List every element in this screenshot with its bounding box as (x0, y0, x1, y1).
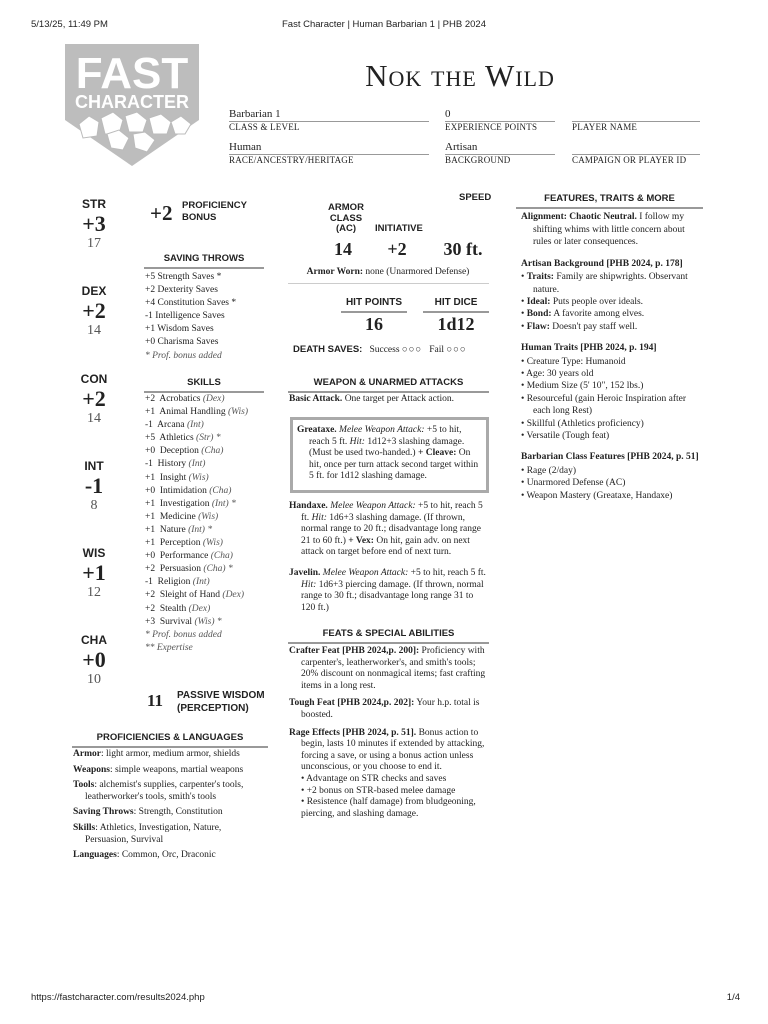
armor-class-value: 14 (334, 239, 352, 259)
skills-header: SKILLS (144, 377, 264, 393)
alignment: Alignment: Chaotic Neutral. I follow my shifting whims with little concern about rules or later consequences. (521, 212, 685, 248)
ability-modifier: +1 (82, 559, 106, 585)
human-trait-item: • Skillful (Athletics proficiency) (521, 418, 644, 429)
print-title: Fast Character | Human Barbarian 1 | PHB 2024 (281, 19, 486, 30)
print-url[interactable]: https://fastcharacter.com/results2024.php (31, 992, 205, 1003)
skill-item: +1 Medicine (Wis) (145, 511, 219, 522)
saving-throw-item: +5 Strength Saves * (145, 272, 222, 282)
ability-name: WIS (82, 546, 106, 560)
class-level-label: CLASS & LEVEL (229, 122, 300, 132)
features-header: FEATURES, TRAITS & MORE (516, 193, 703, 209)
human-trait-item: • Resourceful (gain Heroic Inspiration after each long Rest) (521, 393, 687, 417)
speed-value: 30 ft. (443, 239, 483, 259)
proficiencies-list: Armor: light armor, medium armor, shields Weapons: simple weapons, martial weapons Tools: alchemist's supplies, carpenter's tools, leatherworker's tools, smith's tools Saving Throws: Strength, Constitution Skills: Athletics, Investigation, Nature, Persuasion, Survival Languages: Common, Orc, Draconic (73, 749, 244, 861)
skill-item: +5 Athletics (Str) * (145, 433, 221, 444)
saving-throw-item: +4 Constitution Saves * (145, 298, 237, 309)
ability-modifier: -1 (84, 472, 104, 498)
tough-feat: Tough Feat [PHB 2024,p. 202]: Your h.p. total is boosted. (289, 698, 480, 720)
background-title: Artisan Background [PHB 2024, p. 178] (521, 258, 683, 269)
basic-attack: Basic Attack. One target per Attack action. (289, 394, 454, 404)
rage-effects: Rage Effects [PHB 2024, p. 51]. Bonus action to begin, lasts 10 minutes if extended by attacking, forcing a save, or using a bonus action unless unconscious, or you choose to end it. (289, 727, 485, 773)
speed-label: SPEED (459, 192, 492, 203)
hit-points-label: HIT POINTS (341, 296, 407, 313)
character-name: Nok the Wild (365, 58, 555, 93)
skill-item: +2 Persuasion (Cha) * (145, 564, 233, 575)
bond-item: • Bond: A favorite among elves. (521, 309, 645, 320)
saving-throw-item: +2 Dexterity Saves (145, 285, 218, 296)
svg-text:FAST: FAST (75, 49, 189, 98)
greataxe-attack: Greataxe. Melee Weapon Attack: +5 to hit, reach 5 ft. Hit: 1d12+3 slashing damage. (Must be used two-handed.) + Cleave: On hit, once per turn attack second target within 5 ft. for 1d12 slashing damage. (290, 417, 489, 493)
skill-item: +1 Insight (Wis) (145, 472, 209, 483)
saving-throws-header: SAVING THROWS (144, 253, 264, 269)
armor-worn: Armor Worn: none (Unarmored Defense) (306, 267, 470, 277)
ability-score: 17 (87, 235, 101, 251)
saving-throw-item: -1 Intelligence Saves (145, 311, 225, 322)
ability-score: 14 (87, 322, 101, 338)
fast-character-logo (63, 42, 201, 168)
race-label: RACE/ANCESTRY/HERITAGE (229, 155, 354, 165)
ability-score: 8 (90, 497, 98, 513)
skill-item: +2 Acrobatics (Dex) (145, 394, 225, 404)
skill-item: -1 Religion (Int) (145, 577, 210, 588)
ability-str (72, 197, 116, 253)
feats-header: FEATS & SPECIAL ABILITIES (288, 628, 489, 644)
skill-item: +2 Sleight of Hand (Dex) (145, 590, 245, 601)
human-traits-title: Human Traits [PHB 2024, p. 194] (521, 343, 657, 354)
class-level-value: Barbarian 1 (229, 108, 281, 120)
rage-bullet: • Resistence (half damage) from bludgeoning, piercing, and slashing damage. (301, 797, 476, 819)
skill-item: -1 History (Int) (145, 459, 206, 470)
background-label: BACKGROUND (445, 155, 511, 165)
ability-modifier: +2 (82, 297, 106, 323)
skill-item: +1 Nature (Int) * (145, 524, 213, 535)
saving-throw-item: +1 Wisdom Saves (145, 324, 214, 335)
proficiency-bonus-label: PROFICIENCY BONUS (182, 200, 247, 223)
handaxe-attack: Handaxe. Melee Weapon Attack: +5 to hit, reach 5 ft. Hit: 1d6+3 slashing damage. (If thrown, normal range to 20 ft.; disadvantage long range 21 to 60 ft.) + Vex: On hit, gain adv. on next attack on target before end of next turn. (289, 501, 483, 558)
skills-note: ** Expertise (145, 642, 193, 653)
ideal-item: • Ideal: Puts people over ideals. (521, 297, 644, 307)
svg-text:CHARACTER: CHARACTER (75, 92, 189, 112)
class-features-list (521, 465, 703, 502)
skill-item: +3 Survival (Wis) * (145, 616, 222, 627)
ability-score: 12 (87, 584, 101, 600)
javelin-attack: Javelin. Melee Weapon Attack: +5 to hit, reach 5 ft. Hit: 1d6+3 piercing damage. (If thrown, normal range to 30 ft.; disadvantage long range 31 to 120 ft.) (289, 568, 486, 613)
class-feature-item: • Unarmored Defense (AC) (521, 478, 626, 489)
ability-wis (72, 546, 116, 602)
class-feature-item: • Weapon Mastery (Greataxe, Handaxe) (521, 490, 673, 501)
skill-item: +0 Performance (Cha) (145, 551, 233, 562)
class-features-title: Barbarian Class Features [PHB 2024, p. 51] (521, 452, 699, 463)
hit-dice-value: 1d12 (437, 314, 475, 334)
initiative-label: INITIATIVE (375, 223, 423, 234)
ability-dex (72, 284, 116, 340)
ability-name: DEX (81, 284, 107, 298)
death-save-success-checkboxes[interactable]: ○○○ (401, 345, 423, 355)
skills-list (145, 393, 248, 655)
crafter-feat: Crafter Feat [PHB 2024,p. 200]: Proficiency with carpenter's, leatherworker's, and smith's tools; 20% discount on nonmagical items; fast crafting items in a long rest. (289, 646, 486, 691)
background-value: Artisan (445, 141, 478, 153)
feats-list (289, 646, 489, 820)
features-list (521, 211, 703, 502)
skill-item: +1 Investigation (Int) * (145, 498, 236, 509)
player-name-label: PLAYER NAME (572, 122, 638, 132)
human-traits-list (521, 356, 703, 443)
skill-item: +2 Stealth (Dex) (145, 603, 211, 614)
saving-throws-list (145, 271, 236, 363)
saving-throws-note: * Prof. bonus added (145, 350, 222, 361)
ability-score: 14 (87, 410, 101, 426)
human-trait-item: • Medium Size (5' 10", 152 lbs.) (521, 381, 644, 392)
skill-item: +1 Animal Handling (Wis) (145, 407, 249, 418)
ability-int (72, 459, 116, 515)
skill-item: +0 Deception (Cha) (145, 446, 224, 457)
combat-divider (288, 283, 489, 284)
skill-item: +1 Perception (Wis) (145, 538, 223, 549)
xp-label: EXPERIENCE POINTS (445, 122, 538, 132)
human-trait-item: • Age: 30 years old (521, 369, 594, 380)
hit-points-value: 16 (365, 314, 383, 334)
ability-modifier: +2 (82, 385, 106, 411)
skills-note: * Prof. bonus added (145, 629, 222, 640)
passive-wisdom-label: PASSIVE WISDOM (PERCEPTION) (177, 690, 265, 714)
campaign-label: CAMPAIGN OR PLAYER ID (572, 155, 687, 165)
initiative-value: +2 (387, 239, 407, 259)
armor-class-label: ARMOR CLASS (AC) (328, 202, 364, 234)
ability-modifier: +3 (82, 210, 106, 236)
class-feature-item: • Rage (2/day) (521, 465, 577, 476)
ability-name: STR (82, 197, 106, 211)
death-save-fail-checkboxes[interactable]: ○○○ (446, 345, 467, 355)
ability-name: INT (84, 459, 104, 473)
skill-item: +0 Intimidation (Cha) (145, 485, 232, 496)
ability-name: CON (80, 372, 108, 386)
attacks-header: WEAPON & UNARMED ATTACKS (288, 377, 489, 393)
print-datetime: 5/13/25, 11:49 PM (31, 19, 108, 30)
hit-dice-label: HIT DICE (423, 296, 489, 313)
passive-wisdom-value: 11 (147, 691, 164, 710)
death-saves: DEATH SAVES: Success ○○○ Fail ○○○ (293, 344, 467, 355)
saving-throw-item: +0 Charisma Saves (145, 337, 219, 348)
xp-value: 0 (445, 108, 451, 120)
flaw-item: • Flaw: Doesn't pay staff well. (521, 321, 638, 332)
ability-con (72, 372, 116, 428)
human-trait-item: • Creature Type: Humanoid (521, 356, 626, 367)
proficiency-bonus-value: +2 (150, 201, 173, 225)
ability-cha (72, 633, 116, 689)
rage-bullet: • +2 bonus on STR-based melee damage (301, 785, 456, 796)
ability-score: 10 (87, 671, 101, 687)
ability-modifier: +0 (82, 646, 106, 672)
proficiencies-header: PROFICIENCIES & LANGUAGES (72, 732, 268, 748)
print-page-number: 1/4 (726, 992, 740, 1003)
rage-bullet: • Advantage on STR checks and saves (301, 773, 447, 784)
trait-item: • Traits: Family are shipwrights. Observant nature. (521, 272, 688, 295)
human-trait-item: • Versatile (Tough feat) (521, 431, 610, 442)
ability-name: CHA (81, 633, 107, 647)
race-value: Human (229, 141, 262, 153)
skill-item: -1 Arcana (Int) (145, 420, 204, 431)
